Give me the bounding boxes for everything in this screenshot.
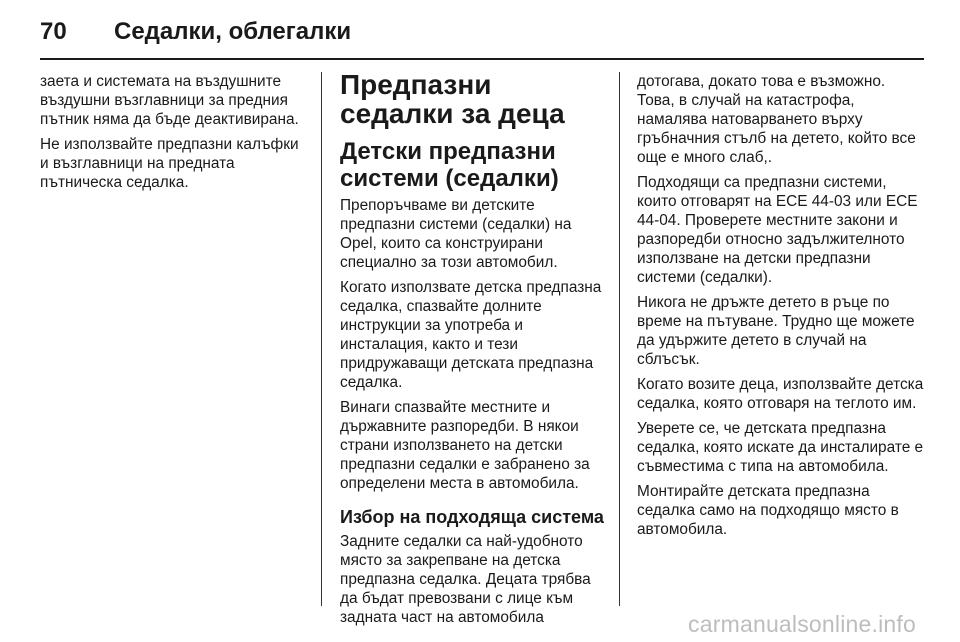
paragraph: Подходящи са предпазни системи, които отговарят на ECE 44-03 или ECE 44-04. Проверете местните закони и разпоредби относно задължителното използване на детски предпазни системи (седалки). [637, 174, 918, 286]
column-divider-2 [619, 72, 620, 606]
page-number: 70 [40, 18, 67, 45]
column-middle [340, 69, 606, 633]
section-heading: Предпазни седалки за деца [340, 69, 565, 129]
subsection-heading: Детски предпазни системи (седалки) [340, 138, 559, 192]
paragraph: дотогава, докато това е възможно. Това, в случай на катастрофа, намалява натоварването върху гръбначния стълб на детето, който все още е много слаб,. [637, 73, 916, 166]
page-title: Седалки, облегалки [114, 18, 352, 45]
page-header [40, 14, 920, 54]
paragraph: Монтирайте детската предпазна седалка само на подходящо място в автомобила. [637, 483, 899, 538]
paragraph: Задните седалки са най-удобното място за закрепване на детска предпазна седалка. Децата трябва да бъдат превозвани с лице към задната част на автомобила [340, 533, 591, 626]
column-right [637, 72, 927, 545]
paragraph: Уверете се, че детската предпазна седалка, която искате да инсталирате е съвместима с типа на автомобила. [637, 420, 924, 475]
paragraph: Никога не дръжте детето в ръце по време на пътуване. Трудно ще можете да удържите детето в случай на сблъсък. [637, 294, 915, 368]
header-rule [40, 58, 924, 60]
paragraph: Когато возите деца, използвайте детска седалка, която отговаря на теглото им. [637, 376, 924, 412]
watermark: carmanualsonline.info [688, 611, 916, 637]
paragraph: Препоръчваме ви детските предпазни системи (седалки) на Opel, които са конструирани специално за този автомобил. [340, 197, 572, 271]
paragraph: Не използвайте предпазни калъфки и възглавници на предната пътническа седалка. [40, 136, 299, 191]
column-left [40, 72, 310, 198]
column-divider-1 [321, 72, 322, 606]
paragraph: Винаги спазвайте местните и държавните разпоредби. В някои страни използването на детски предпазни седалки е забранено за определени места в автомобила. [340, 399, 590, 492]
subsection-heading-2: Избор на подходяща система [340, 507, 604, 527]
paragraph: заета и системата на въздушните въздушни възглавници за предния пътник няма да бъде деактивирана. [40, 73, 299, 128]
paragraph: Когато използвате детска предпазна седалка, спазвайте долните инструкции за употреба и инсталация, както и тези придружаващи детската предпазна седалка. [340, 279, 602, 391]
